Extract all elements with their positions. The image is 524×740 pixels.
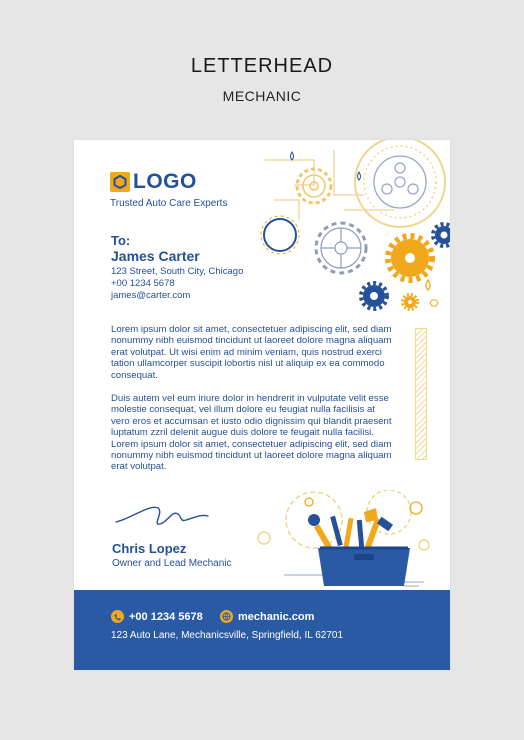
gear-icon bbox=[316, 223, 366, 273]
body-paragraph: Lorem ipsum dolor sit amet, consectetuer adipiscing elit, sed diam nonummy nibh euismod tincidunt ut laoreet dolore magna aliquam erat volutpat. Ut wisi enim ad minim veniam, quis nostrud exerci tation ullamcorper suscipit lobortis nisl ut aliquip ex ea commodo consequat. bbox=[111, 324, 392, 381]
gear-icon bbox=[355, 140, 445, 227]
gears-decoration bbox=[254, 140, 450, 330]
recipient-name: James Carter bbox=[111, 248, 200, 264]
gear-icon bbox=[361, 283, 387, 309]
letterhead-sheet bbox=[74, 140, 450, 670]
gear-icon bbox=[433, 224, 450, 246]
phone-icon bbox=[111, 610, 124, 623]
recipient-address: 123 Street, South City, Chicago bbox=[111, 266, 244, 277]
logo-hexagon-icon bbox=[110, 172, 130, 192]
footer-phone: +00 1234 5678 bbox=[111, 610, 203, 623]
signature bbox=[112, 496, 212, 532]
recipient-label: To: bbox=[111, 233, 131, 248]
logo-text: LOGO bbox=[133, 170, 197, 193]
toolbox-icon bbox=[308, 508, 410, 586]
gear-icon bbox=[388, 236, 432, 280]
toolbox-decoration bbox=[254, 490, 450, 590]
page-subtitle: MECHANIC bbox=[222, 88, 302, 104]
page-title: LETTERHEAD bbox=[190, 55, 334, 77]
recipient-email: james@carter.com bbox=[111, 290, 191, 301]
signatory-role: Owner and Lead Mechanic bbox=[112, 558, 232, 569]
footer bbox=[74, 590, 450, 670]
globe-icon bbox=[220, 610, 233, 623]
body-paragraph: Duis autem vel eum iriure dolor in hendrerit in vulputate velit esse molestie consequat, vel illum dolore eu feugiat nulla facilisis at vero eros et accumsan et iusto odio dignissim qui blandit praesent luptatum zzril delenit augue duis dolore te feugait nulla facilisi. Lorem ipsum dolor sit amet, consectetuer adipiscing elit, sed diam nonummy nibh euismod tincidunt ut laoreet dolore magna aliquam erat volutpat. bbox=[111, 393, 392, 473]
footer-address: 123 Auto Lane, Mechanicsville, Springfield, IL 62701 bbox=[111, 630, 344, 641]
footer-website[interactable]: mechanic.com bbox=[220, 610, 314, 623]
tagline: Trusted Auto Care Experts bbox=[110, 198, 228, 209]
recipient-phone: +00 1234 5678 bbox=[111, 278, 175, 289]
signatory-name: Chris Lopez bbox=[112, 541, 187, 556]
logo bbox=[110, 170, 197, 194]
striped-decoration bbox=[415, 328, 427, 460]
gear-icon bbox=[403, 295, 418, 310]
